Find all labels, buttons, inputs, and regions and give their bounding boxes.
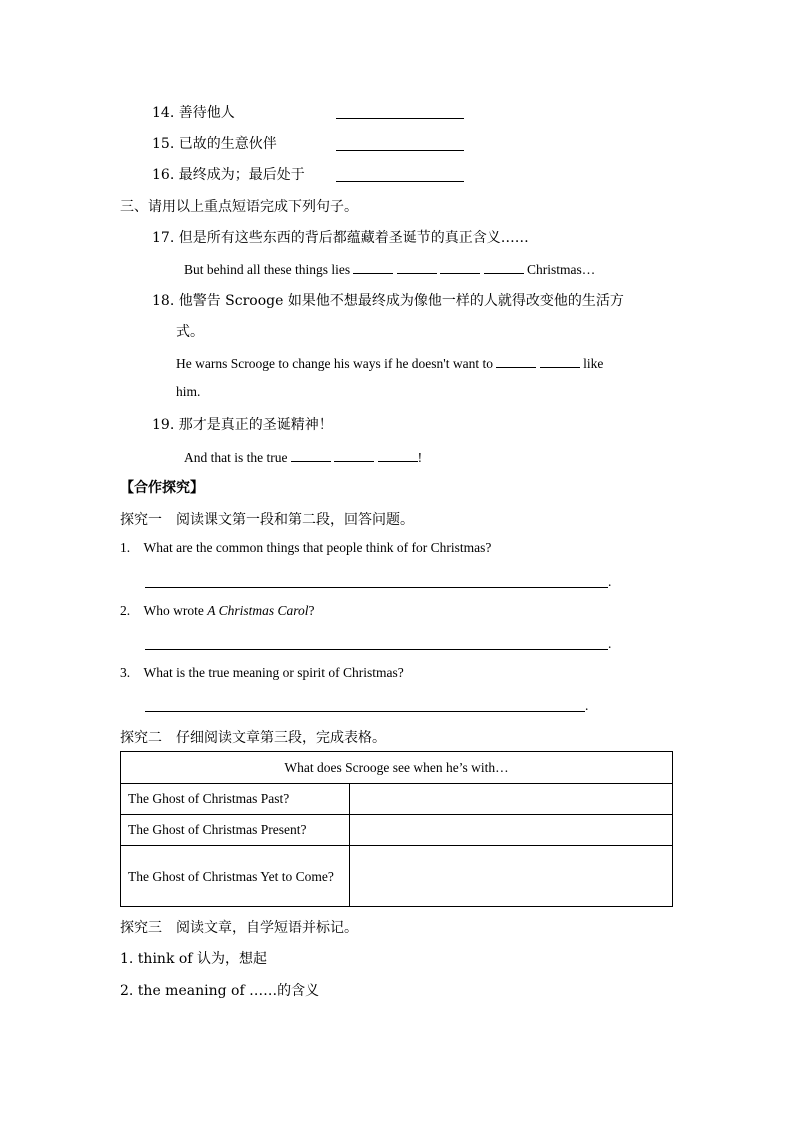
answer-blank[interactable] [353,259,393,274]
answer-blank[interactable] [291,447,331,462]
table-header: What does Scrooge see when he’s with… [121,752,673,784]
book-title: A Christmas Carol [207,603,309,618]
end-period: . [585,698,589,713]
table-row [121,815,673,846]
question-number: 2. [120,603,131,618]
q19-number: 19. [152,417,175,433]
answer-cell[interactable] [350,815,673,846]
vocab-number: 16. [152,167,175,183]
answer-line[interactable] [145,587,608,588]
vocab-item-16 [152,164,305,184]
cooperation-heading: 【合作探究】 [120,480,204,496]
vocab-number: 15. [152,136,175,152]
phrase-item: 1. think of 认为，想起 [120,951,267,967]
vocab-text: 善待他人 [178,105,235,121]
q19-chinese: 19. 那才是真正的圣诞精神！ [152,417,333,433]
q18-chinese-line1: 18. 他警告 Scrooge 如果他不想最终成为像他一样的人就得改变他的生活方 [152,293,624,309]
vocab-answer-blank[interactable] [336,181,464,182]
explore1-title: 探究一 阅读课文第一段和第二段，回答问题。 [120,512,414,528]
section3-heading: 三、请用以上重点短语完成下列句子。 [120,199,358,215]
q17-chinese: 17. 但是所有这些东西的背后都蕴藏着圣诞节的真正含义…… [152,230,529,246]
table-row [121,846,673,907]
q18-number: 18. [152,293,175,309]
answer-blank[interactable] [334,447,374,462]
phrase-item: 2. the meaning of ……的含义 [120,983,320,999]
table-row [121,784,673,815]
answer-blank[interactable] [440,259,480,274]
end-period: . [608,636,612,651]
vocab-answer-blank[interactable] [336,150,464,151]
explore2-title: 探究二 仔细阅读文章第三段，完成表格。 [120,730,386,746]
answer-blank[interactable] [496,353,536,368]
vocab-item-15 [152,133,277,153]
q18-english: He warns Scrooge to change his ways if he doesn't want to like [176,353,672,372]
q19-english: And that is the true ! [184,447,422,466]
answer-cell[interactable] [350,784,673,815]
explore3-title: 探究三 阅读文章，自学短语并标记。 [120,920,358,936]
vocab-item-14 [152,102,235,122]
row-label-present: The Ghost of Christmas Present? [121,815,350,846]
answer-blank[interactable] [397,259,437,274]
vocab-answer-blank[interactable] [336,118,464,119]
vocab-number: 14. [152,105,175,121]
q17-number: 17. [152,230,175,246]
table-header-row [121,752,673,784]
answer-cell[interactable] [350,846,673,907]
scrooge-ghost-table [120,751,673,907]
answer-blank[interactable] [540,353,580,368]
vocab-text: 最终成为；最后处于 [178,167,305,183]
answer-blank[interactable] [484,259,524,274]
explore1-question-1: 1. What are the common things that people think of for Christmas? [120,540,492,555]
explore1-question-3: 3. What is the true meaning or spirit of Christmas? [120,665,404,680]
answer-blank[interactable] [378,447,418,462]
q18-chinese-line2: 式。 [176,324,204,340]
q17-english: But behind all these things lies Christmas… [184,259,595,278]
answer-line[interactable] [145,649,608,650]
question-number: 1. [120,540,131,555]
question-number: 3. [120,665,131,680]
q18-english-line2: him. [176,384,201,399]
vocab-text: 已故的生意伙伴 [178,136,277,152]
explore1-question-2: 2. Who wrote A Christmas Carol? [120,603,315,618]
row-label-past: The Ghost of Christmas Past? [121,784,350,815]
answer-line[interactable] [145,711,585,712]
end-period: . [608,574,612,589]
row-label-yet-to-come: The Ghost of Christmas Yet to Come? [121,846,350,907]
